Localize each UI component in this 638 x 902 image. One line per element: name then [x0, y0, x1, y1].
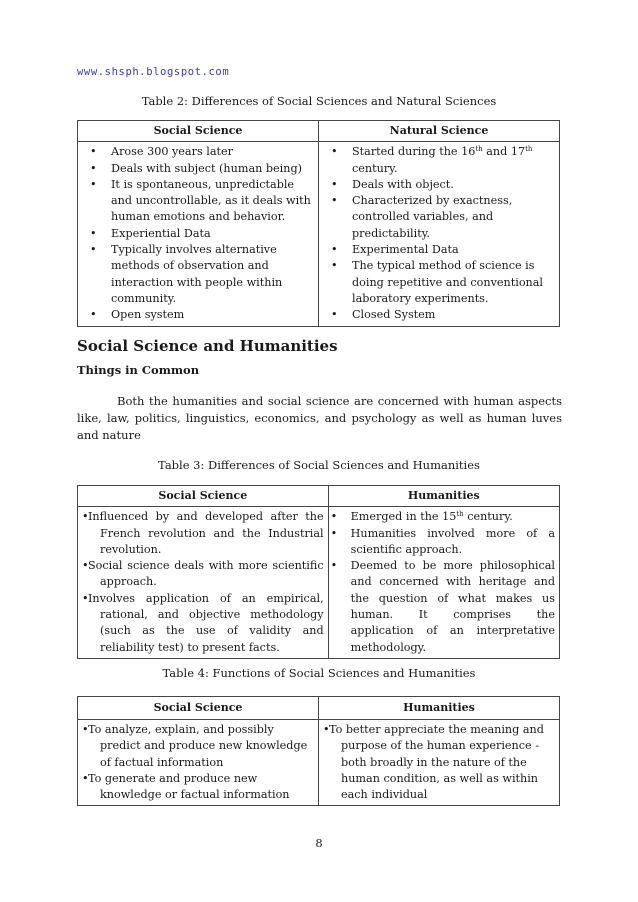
list-item: • Emerged in the 15th century. [333, 509, 555, 525]
list-item: •To analyze, explain, and possibly predict and produce new knowledge of factual information [82, 723, 308, 769]
list-item: • Deemed to be more philosophical and concerned with heritage and the question of what makes us human. It comprises the application of an interpretative methodology. [330, 559, 555, 654]
table4-humanities-cell [319, 720, 560, 806]
table2-natural-science-cell [319, 142, 560, 326]
list-item: • It is spontaneous, unpredictable and uncontrollable, as it deals with human emotions and behavior. [90, 177, 311, 224]
bullet-icon: • [90, 145, 97, 159]
bullet-icon: • [330, 526, 338, 540]
list-item: • Started during the 16th and 17th century. [331, 145, 533, 175]
table2-header-natural-science: Natural Science [319, 121, 560, 142]
list-item: • Deals with subject (human being) [82, 161, 314, 177]
bullet-icon: • [90, 243, 97, 257]
site-link[interactable]: www.shsph.blogspot.com [77, 66, 230, 78]
list-item: •To generate and produce new knowledge or factual information [82, 771, 290, 802]
table2-social-science-cell [78, 142, 319, 326]
bullet-icon: • [331, 145, 338, 159]
table4-header-social-science: Social Science [78, 697, 319, 720]
bullet-icon: • [323, 723, 330, 736]
table3-header-humanities: Humanities [328, 486, 559, 507]
section-heading: Social Science and Humanities [77, 337, 338, 355]
table2 [77, 120, 560, 327]
list-item: • Typically involves alternative methods of observation and interaction with people within community. [90, 243, 283, 305]
table4-caption: Table 4: Functions of Social Sciences and Humanities [162, 666, 476, 680]
list-item: •Involves application of an empirical, rational, and objective methodology (such as the use of validity and reliability test) to present facts. [82, 591, 324, 654]
list-item: • Closed System [323, 307, 555, 323]
list-item: • Experimental Data [323, 242, 555, 258]
table4 [77, 696, 560, 806]
bullet-icon: • [82, 723, 89, 736]
body-paragraph: Both the humanities and social science are concerned with human aspects like, law, politics, linguistics, economics, and psychology as well as human luves and nature [77, 394, 562, 442]
bullet-icon: • [90, 161, 97, 175]
bullet-icon: • [330, 510, 338, 524]
list-item: •Social science deals with more scientific approach. [82, 559, 324, 589]
bullet-icon: • [82, 771, 89, 785]
list-item: • Humanities involved more of a scientific approach. [330, 526, 555, 556]
bullet-icon: • [331, 308, 338, 322]
page-number: 8 [315, 836, 323, 850]
table3 [77, 485, 560, 659]
bullet-icon: • [90, 226, 97, 240]
list-item: • The typical method of science is doing repetitive and conventional laboratory experiments. [331, 259, 544, 305]
list-item: • Arose 300 years later [82, 144, 314, 160]
table2-caption: Table 2: Differences of Social Sciences and Natural Sciences [141, 94, 497, 108]
table2-header-social-science: Social Science [78, 121, 319, 142]
bullet-icon: • [90, 177, 97, 191]
list-item: • Open system [82, 307, 314, 323]
table3-caption: Table 3: Differences of Social Sciences and Humanities [158, 458, 480, 472]
table3-social-science-cell [78, 507, 329, 659]
bullet-icon: • [331, 177, 338, 191]
subsection-heading: Things in Common [77, 363, 200, 377]
list-item: • Deals with object. [323, 177, 555, 193]
bullet-icon: • [330, 559, 338, 573]
table4-social-science-cell [78, 720, 319, 806]
list-item: •Influenced by and developed after the French revolution and the Industrial revolution. [82, 510, 324, 556]
bullet-icon: • [82, 510, 89, 524]
bullet-icon: • [331, 194, 338, 208]
bullet-icon: • [82, 559, 89, 573]
bullet-icon: • [331, 259, 338, 273]
list-item: •To better appreciate the meaning and purpose of the human experience - both broadly in the nature of the human condition, as well as within each individual [323, 723, 544, 802]
table3-humanities-cell [328, 507, 559, 659]
table4-header-humanities: Humanities [319, 697, 560, 720]
table3-header-social-science: Social Science [78, 486, 329, 507]
bullet-icon: • [331, 243, 338, 257]
bullet-icon: • [82, 591, 89, 605]
list-item: • Characterized by exactness, controlled variables, and predictability. [331, 194, 513, 240]
list-item: • Experiential Data [82, 226, 314, 242]
bullet-icon: • [90, 308, 97, 322]
